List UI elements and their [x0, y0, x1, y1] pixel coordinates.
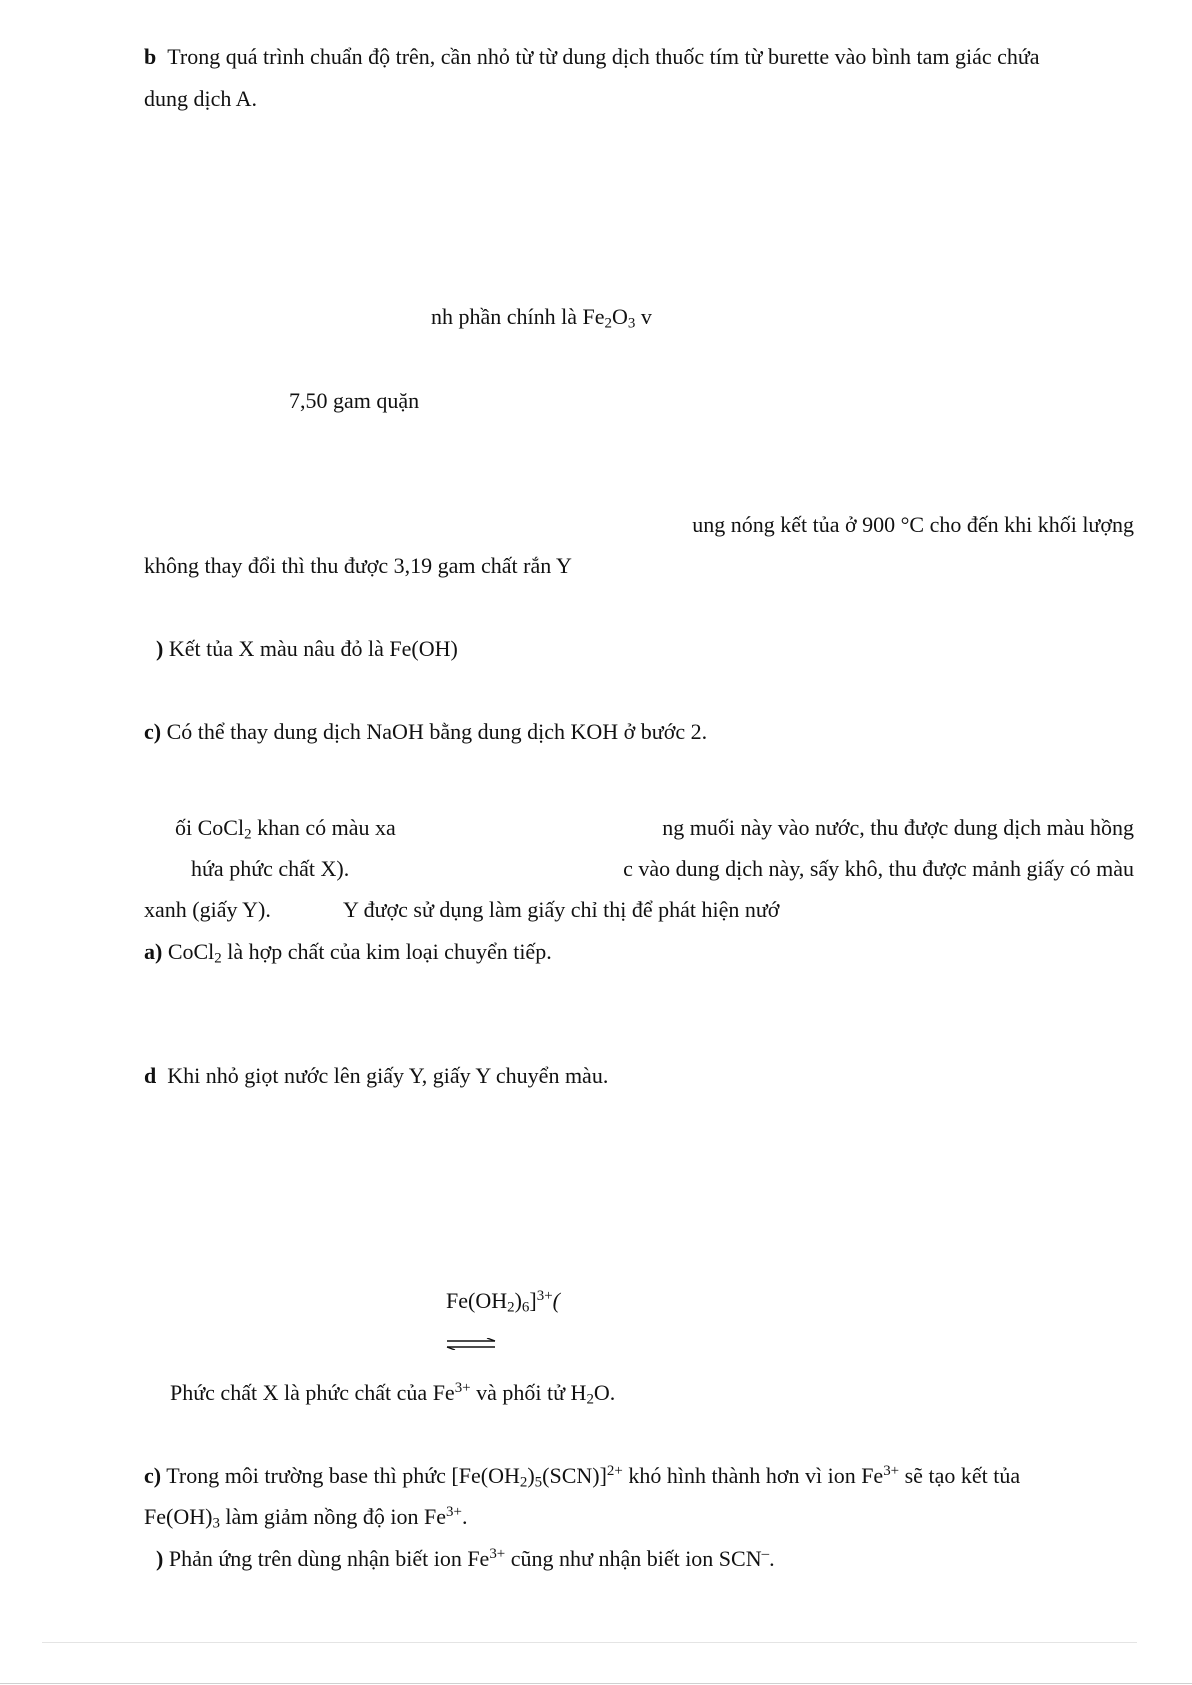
- line-4: 7,50 gam quặn: [289, 388, 420, 413]
- line-3: nh phần chính là $Fe_2O_3$ v: [431, 304, 652, 332]
- line-16: c) Trong môi trường base thì phức $[Fe(OH_2)_5(SCN)]^{2+}$ khó hình thành hơn vì ion $Fe^{3+}$ sẽ tạo kết tủa: [144, 1462, 1021, 1491]
- item-label-c: c): [144, 1463, 162, 1488]
- line-15: Phức chất X là phức chất của $Fe^{3+}$ và phối tử $H_2O$.: [170, 1379, 616, 1408]
- line-9b: ng muối này vào nước, thu được dung dịch màu hồng: [662, 815, 1134, 840]
- line-17: $Fe(OH)_3$ làm giảm nồng độ ion $Fe^{3+}$.: [144, 1503, 468, 1532]
- footer-divider: [42, 1642, 1137, 1643]
- line-2: dung dịch A.: [144, 86, 258, 111]
- line-1: [144, 44, 1040, 70]
- item-label-a: a): [144, 939, 163, 964]
- line-5: ung nóng kết tủa ở 900 °C cho đến khi khối lượng: [692, 512, 1134, 537]
- line-10b: c vào dung dịch này, sấy khô, thu được mảnh giấy có màu: [623, 856, 1134, 881]
- line-9a: ối CoCl$_2$ khan có màu xa: [175, 815, 396, 843]
- text: Trong quá trình chuẩn độ trên, cần nhỏ từ từ dung dịch thuốc tím từ burette vào bình tam giác chứa: [167, 44, 1040, 69]
- line-18: ) Phản ứng trên dùng nhận biết ion $Fe^{3+}$ cũng như nhận biết ion SCN–.: [156, 1545, 775, 1571]
- line-13: d Khi nhỏ giọt nước lên giấy Y, giấy Y chuyển màu.: [144, 1063, 609, 1088]
- page-bottom-edge: [0, 1683, 1192, 1684]
- equation-fragment: $Fe(OH_2)_6]^{3+}$(: [446, 1287, 560, 1316]
- item-label-c: c): [144, 719, 162, 744]
- line-10a: hứa phức chất X).: [191, 856, 350, 881]
- item-label: ): [156, 1546, 164, 1571]
- line-12: a) CoCl$_2$ là hợp chất của kim loại chuyển tiếp.: [144, 939, 552, 967]
- line-11a: xanh (giấy Y).: [144, 897, 271, 922]
- line-7: ) Kết tủa X màu nâu đỏ là Fe(OH): [156, 636, 458, 661]
- item-label: ): [156, 636, 164, 661]
- item-label-d: d: [144, 1063, 157, 1088]
- equilibrium-arrow-icon: [445, 1338, 497, 1350]
- line-11b: Y được sử dụng làm giấy chỉ thị để phát hiện nướ: [343, 897, 780, 922]
- line-8: c) Có thể thay dung dịch NaOH bằng dung dịch KOH ở bước 2.: [144, 719, 708, 744]
- item-label-b: b: [144, 44, 157, 69]
- line-6: không thay đổi thì thu được 3,19 gam chất rắn Y: [144, 553, 572, 578]
